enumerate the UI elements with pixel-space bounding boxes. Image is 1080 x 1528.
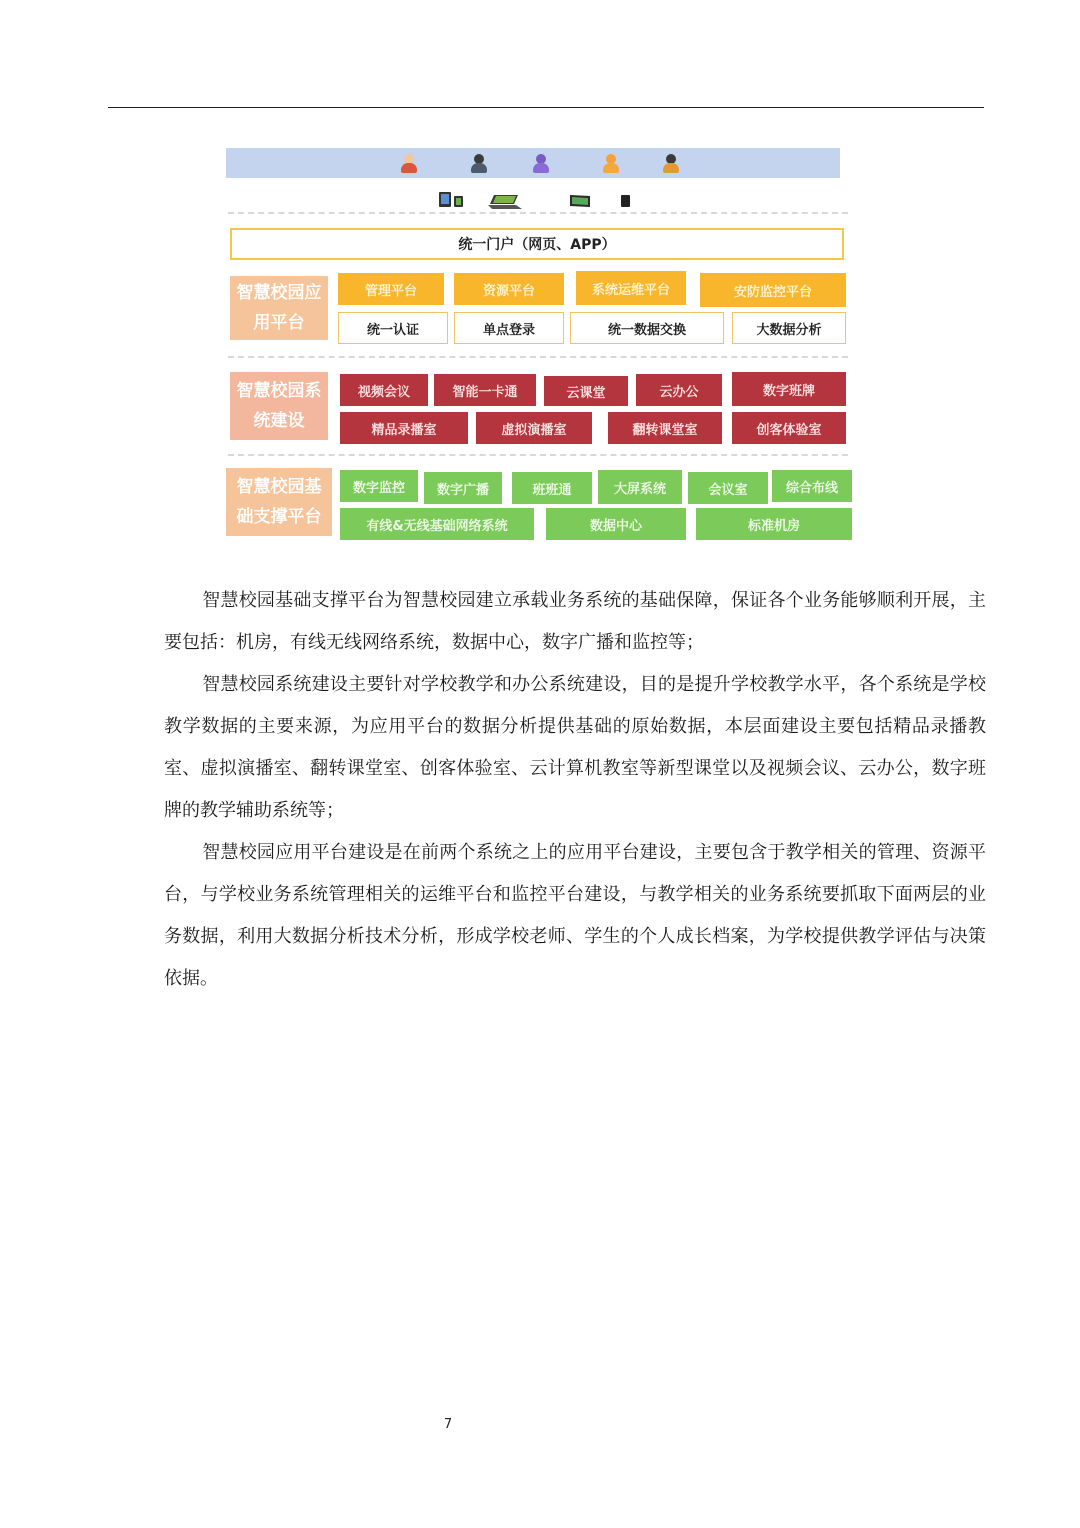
- app-box: 资源平台: [454, 273, 564, 305]
- system-layer-label: 智慧校园系统建设: [230, 372, 328, 440]
- foundation-box: 大屏系统: [598, 470, 682, 504]
- app-box: 系统运维平台: [576, 271, 686, 305]
- system-box: 云办公: [636, 374, 722, 406]
- foundation-box: 标准机房: [696, 508, 852, 540]
- paragraph-system: 智慧校园系统建设主要针对学校教学和办公系统建设，目的是提升学校教学水平，各个系统是学校教学数据的主要来源，为应用平台的数据分析提供基础的原始数据，本层面建设主要包括精品录播教室、虚拟演播室、翻转课堂室、创客体验室、云计算机教室等新型课堂以及视频会议、云办公，数字班牌的教学辅助系统等；: [164, 674, 986, 821]
- system-box: 智能一卡通: [434, 374, 536, 406]
- foundation-box: 数据中心: [546, 508, 686, 540]
- separator-line: [228, 454, 848, 456]
- student-icon: [470, 154, 488, 174]
- app-box: 统一数据交换: [570, 312, 724, 344]
- phone-icon: [620, 193, 632, 212]
- system-box: 视频会议: [340, 374, 428, 406]
- separator-line: [228, 212, 848, 214]
- separator-line: [228, 356, 848, 358]
- system-box: 精品录播室: [340, 412, 468, 444]
- paragraph-foundation: 智慧校园基础支撑平台为智慧校园建立承载业务系统的基础保障，保证各个业务能够顺利开展，主要包括：机房，有线无线网络系统，数据中心，数字广播和监控等；: [164, 590, 986, 653]
- laptop-icon: [488, 194, 524, 214]
- app-box: 大数据分析: [732, 312, 846, 344]
- foundation-box: 会议室: [688, 472, 768, 504]
- foundation-box: 班班通: [512, 472, 592, 504]
- application-layer-label: 智慧校园应用平台: [230, 276, 328, 340]
- monitor-icon: [568, 193, 594, 212]
- teacher-icon: [400, 154, 418, 174]
- foundation-layer-label: 智慧校园基础支撑平台: [226, 468, 332, 536]
- system-box: 翻转课堂室: [608, 412, 722, 444]
- system-box: 云课堂: [544, 376, 628, 406]
- parent-icon: [602, 154, 620, 174]
- user-roles-bar: [226, 148, 840, 178]
- admin-icon: [662, 154, 680, 174]
- page-number: 7: [443, 1417, 453, 1432]
- staff-icon: [532, 154, 550, 174]
- system-box: 数字班牌: [732, 372, 846, 406]
- foundation-box: 数字广播: [424, 472, 502, 504]
- foundation-box: 综合布线: [772, 470, 852, 502]
- system-box: 虚拟演播室: [476, 412, 592, 444]
- foundation-box: 有线&无线基础网络系统: [340, 508, 534, 540]
- system-box: 创客体验室: [732, 412, 846, 444]
- app-box: 安防监控平台: [700, 273, 846, 307]
- tablet-phone-icon: [438, 191, 472, 213]
- paragraph-application: 智慧校园应用平台建设是在前两个系统之上的应用平台建设，主要包含于教学相关的管理、资源平台，与学校业务系统管理相关的运维平台和监控平台建设，与教学相关的业务系统要抓取下面两层的业务数据，利用大数据分析技术分析，形成学校老师、学生的个人成长档案，为学校提供教学评估与决策依据。: [164, 842, 986, 989]
- app-box: 管理平台: [338, 273, 444, 305]
- smart-campus-architecture-diagram: [226, 146, 854, 542]
- foundation-box: 数字监控: [340, 470, 418, 502]
- app-box: 单点登录: [454, 312, 564, 344]
- app-box: 统一认证: [338, 312, 448, 344]
- header-rule: [108, 107, 984, 108]
- unified-portal: 统一门户（网页、APP）: [230, 228, 844, 260]
